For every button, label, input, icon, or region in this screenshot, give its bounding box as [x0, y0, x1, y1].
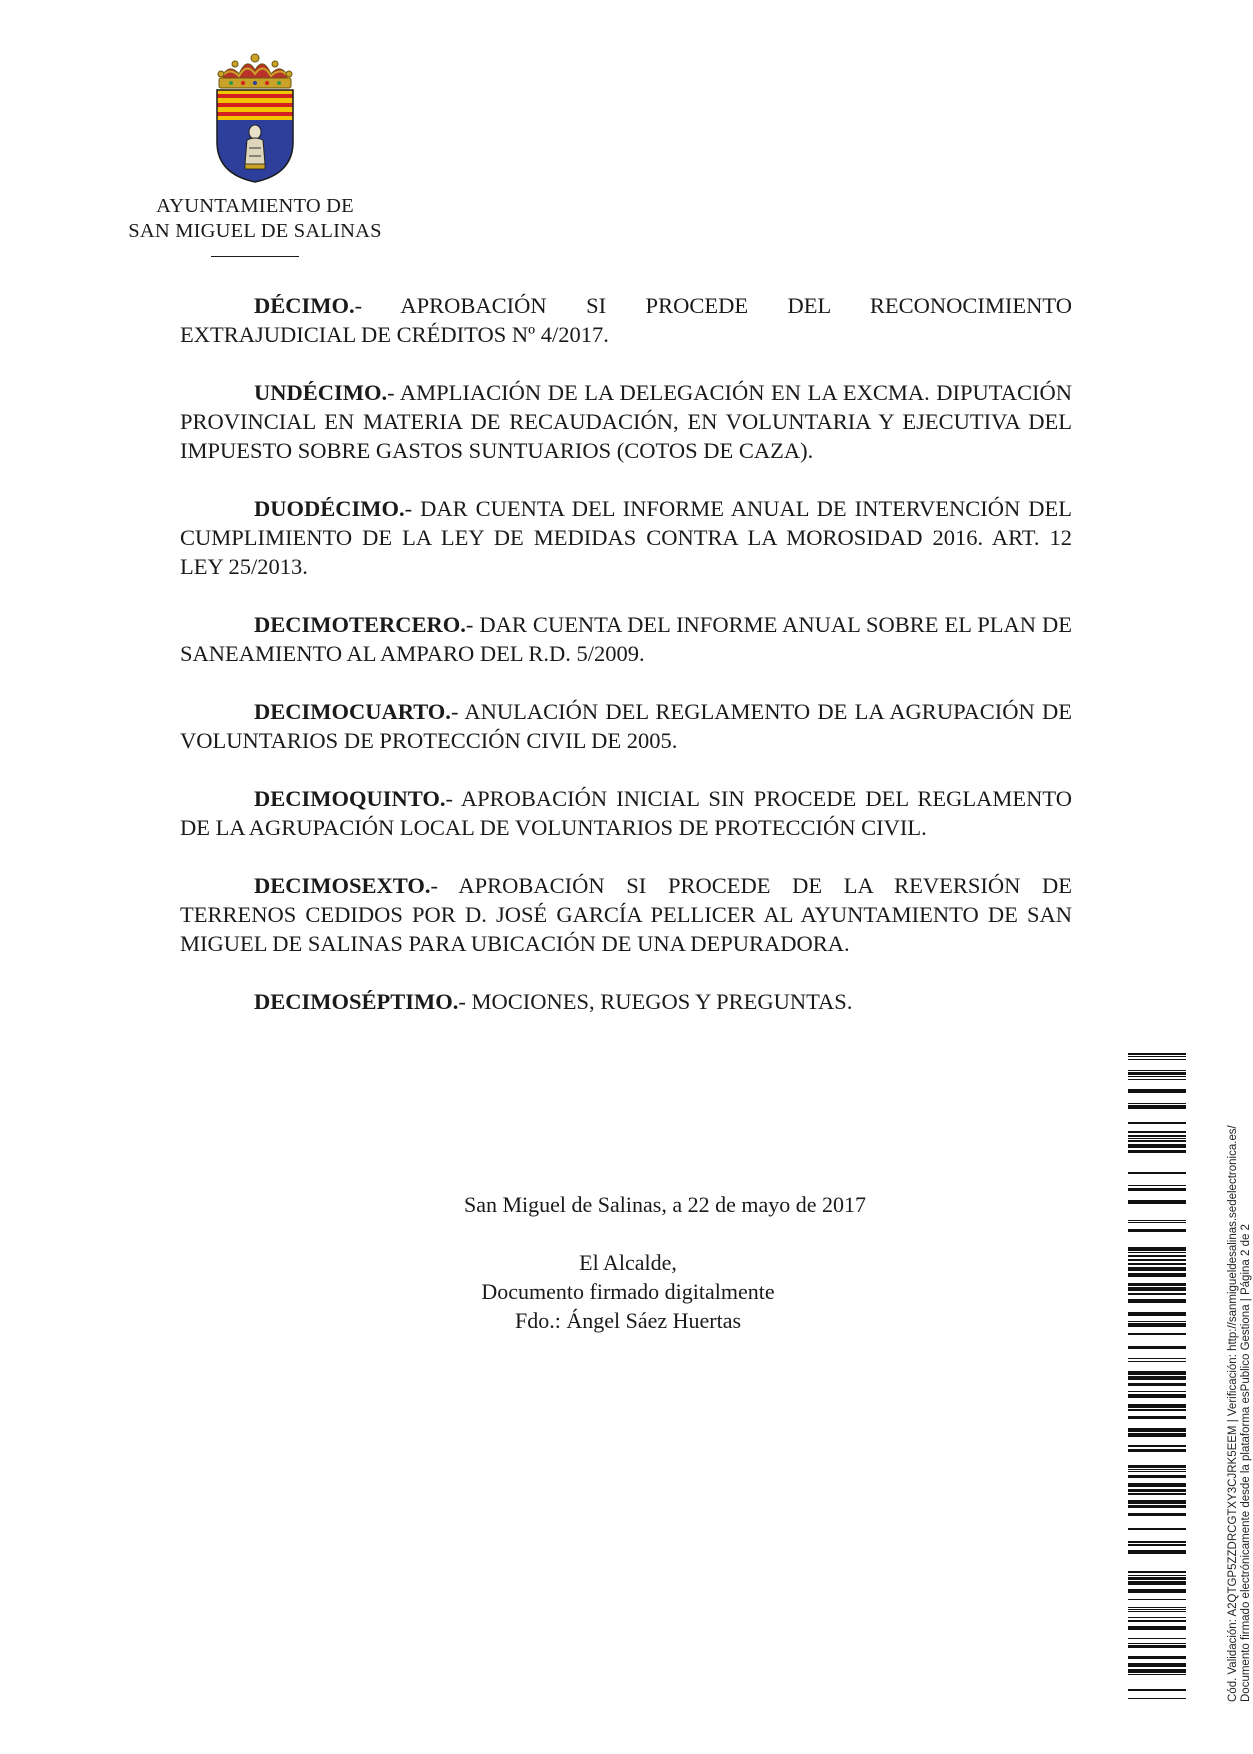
barcode-bar [1128, 1140, 1186, 1142]
agenda-item-decimoseptimo [180, 987, 1072, 1016]
barcode-bar [1128, 1575, 1186, 1576]
agenda-ordinal: DECIMOSEXTO. [254, 873, 431, 898]
barcode-bar [1128, 1541, 1186, 1543]
agenda-text: - APROBACIÓN SI PROCEDE DE LA REVERSIÓN DE TERRENOS CEDIDOS POR D. JOSÉ GARCÍA PELLICER AL AYUNTAMIENTO DE SAN MIGUEL DE SALINAS PARA UBICACIÓN DE UNA DEPURADORA. [180, 873, 1072, 956]
barcode-bar [1128, 1445, 1186, 1447]
barcode-bar [1128, 1293, 1186, 1295]
barcode-bar [1128, 1500, 1186, 1504]
barcode-bar [1128, 1333, 1186, 1335]
crown-icon [218, 54, 292, 88]
agenda-ordinal: DECIMOTERCERO. [254, 612, 466, 637]
barcode-bar [1128, 1428, 1186, 1432]
barcode-bar [1128, 1544, 1186, 1546]
barcode-bar [1128, 1220, 1186, 1221]
barcode-bar [1128, 1252, 1186, 1253]
barcode-bar [1128, 1105, 1186, 1109]
barcode-bar [1128, 1131, 1186, 1133]
agenda-item-decimocuarto [180, 697, 1072, 755]
verification-text [1227, 1042, 1253, 1702]
barcode-bar [1128, 1471, 1186, 1472]
agenda-ordinal: DECIMOCUARTO. [254, 699, 451, 724]
barcode-bar [1128, 1416, 1186, 1419]
barcode-bar [1128, 1483, 1186, 1487]
barcode-bar [1128, 1072, 1186, 1075]
barcode-bar [1128, 1465, 1186, 1468]
barcode-bar [1128, 1287, 1186, 1291]
signature-block [180, 1190, 1072, 1335]
barcode-bar [1128, 1383, 1186, 1386]
barcode-bar [1128, 1172, 1186, 1174]
barcode-bar [1128, 1550, 1186, 1554]
agenda-ordinal: DÉCIMO. [254, 293, 355, 318]
barcode-bar [1128, 1620, 1186, 1622]
barcode-bar [1128, 1589, 1186, 1593]
barcode-bar [1128, 1449, 1186, 1452]
barcode-bar [1128, 1656, 1186, 1659]
barcode-bar [1128, 1255, 1186, 1257]
agenda-item-duodecimo [180, 494, 1072, 581]
verification-line-1: Cód. Validación: A2QTGP5ZZDRCGTXY3CJRK5EEM | Verificación: http://sanmigueldesalinas.sedelectronica.es/ [1227, 1125, 1239, 1702]
barcode-bar [1128, 1283, 1186, 1286]
agenda-text: - MOCIONES, RUEGOS Y PREGUNTAS. [458, 989, 853, 1014]
agenda-item-decimo [180, 291, 1072, 349]
letterhead [100, 52, 410, 257]
agenda-ordinal: DUODÉCIMO. [254, 496, 405, 521]
barcode-bar [1128, 1669, 1186, 1673]
agenda-item-undecimo [180, 378, 1072, 465]
agenda-item-decimotercero [180, 610, 1072, 668]
barcode-bar [1128, 1273, 1186, 1277]
agenda-text: - AMPLIACIÓN DE LA DELEGACIÓN EN LA EXCMA. DIPUTACIÓN PROVINCIAL EN MATERIA DE RECAUDACIÓN, EN VOLUNTARIA Y EJECUTIVA DEL IMPUESTO SOBRE GASTOS SUNTUARIOS (COTOS DE CAZA). [180, 380, 1072, 463]
barcode-bar [1128, 1361, 1186, 1362]
agenda-item-decimoquinto [180, 784, 1072, 842]
barcode-bar [1128, 1070, 1186, 1071]
barcode-bar [1128, 1571, 1186, 1573]
agenda-ordinal: UNDÉCIMO. [254, 380, 388, 405]
barcode-bar [1128, 1674, 1186, 1675]
verification-barcode [1128, 1053, 1186, 1699]
signer-role: El Alcalde, [579, 1250, 677, 1275]
agenda-item-decimosexto [180, 871, 1072, 958]
agenda-text: - ANULACIÓN DEL REGLAMENTO DE LA AGRUPACIÓN DE VOLUNTARIOS DE PROTECCIÓN CIVIL DE 2005. [180, 699, 1072, 753]
barcode-bar [1128, 1138, 1186, 1139]
barcode-bar [1128, 1079, 1186, 1080]
place-date: San Miguel de Salinas, a 22 de mayo de 2017 [463, 1192, 867, 1217]
signer-name: Fdo.: Ángel Sáez Huertas [514, 1308, 742, 1333]
barcode-bar [1128, 1698, 1186, 1699]
agenda-text: - DAR CUENTA DEL INFORME ANUAL DE INTERVENCIÓN DEL CUMPLIMIENTO DE LA LEY DE MEDIDAS CONTRA LA MOROSIDAD 2016. ART. 12 LEY 25/2013. [180, 496, 1072, 579]
barcode-bar [1128, 1391, 1186, 1392]
barcode-bar [1128, 1267, 1186, 1271]
barcode-bar [1128, 1089, 1186, 1093]
barcode-bar [1128, 1528, 1186, 1530]
barcode-bar [1128, 1577, 1186, 1580]
agenda-list [180, 291, 1072, 1045]
barcode-bar [1128, 1599, 1186, 1600]
coat-of-arms-logo [209, 52, 301, 184]
barcode-bar [1128, 1188, 1186, 1191]
digital-signature-note: Documento firmado digitalmente [481, 1279, 775, 1304]
barcode-bar [1128, 1299, 1186, 1303]
barcode-bar [1128, 1645, 1186, 1648]
barcode-bar [1128, 1611, 1186, 1612]
agenda-text: - APROBACIÓN SI PROCEDE DEL RECONOCIMIENTO EXTRAJUDICIAL DE CRÉDITOS Nº 4/2017. [180, 293, 1072, 347]
agenda-ordinal: DECIMOQUINTO. [254, 786, 446, 811]
barcode-bar [1128, 1259, 1186, 1261]
barcode-bar [1128, 1609, 1186, 1610]
verification-line-2: Documento firmado electrónicamente desde la plataforma esPublico Gestiona | Página 2 de 2 [1240, 1224, 1252, 1702]
barcode-bar [1128, 1581, 1186, 1585]
barcode-bar [1128, 1312, 1186, 1316]
barcode-bar [1128, 1144, 1186, 1148]
barcode-bar [1128, 1689, 1186, 1691]
barcode-bar [1128, 1135, 1186, 1137]
barcode-bar [1128, 1346, 1186, 1349]
barcode-bar [1128, 1222, 1186, 1223]
barcode-bar [1128, 1409, 1186, 1411]
barcode-bar [1128, 1607, 1186, 1608]
barcode-bar [1128, 1323, 1186, 1327]
barcode-bar [1128, 1505, 1186, 1508]
barcode-bar [1128, 1056, 1186, 1057]
barcode-bar [1128, 1185, 1186, 1186]
barcode-bar [1128, 1404, 1186, 1408]
barcode-bar [1128, 1103, 1186, 1104]
barcode-bar [1128, 1493, 1186, 1495]
barcode-bar [1128, 1371, 1186, 1375]
barcode-bar [1128, 1617, 1186, 1618]
agenda-text: - APROBACIÓN INICIAL SIN PROCEDE DEL REGLAMENTO DE LA AGRUPACIÓN LOCAL DE VOLUNTARIOS DE PROTECCIÓN CIVIL. [180, 786, 1072, 840]
barcode-bar [1128, 1263, 1186, 1265]
barcode-bar [1128, 1358, 1186, 1359]
header-divider [211, 256, 299, 257]
barcode-bar [1128, 1475, 1186, 1478]
barcode-bar [1128, 1122, 1186, 1124]
barcode-bar [1128, 1150, 1186, 1153]
barcode-bar [1128, 1643, 1186, 1644]
agenda-text: - DAR CUENTA DEL INFORME ANUAL SOBRE EL PLAN DE SANEAMIENTO AL AMPARO DEL R.D. 5/2009. [180, 612, 1072, 666]
barcode-bar [1128, 1513, 1186, 1516]
municipality-name-line2: SAN MIGUEL DE SALINAS [128, 220, 382, 242]
barcode-bar [1128, 1626, 1186, 1630]
barcode-bar [1128, 1376, 1186, 1380]
barcode-bar [1128, 1076, 1186, 1077]
agenda-ordinal: DECIMOSÉPTIMO. [254, 989, 459, 1014]
barcode-bar [1128, 1200, 1186, 1204]
barcode-bar [1128, 1469, 1186, 1470]
barcode-bar [1128, 1638, 1186, 1639]
barcode-bar [1128, 1247, 1186, 1251]
barcode-bar [1128, 1059, 1186, 1060]
barcode-bar [1128, 1053, 1186, 1055]
barcode-bar [1128, 1321, 1186, 1322]
barcode-bar [1128, 1663, 1186, 1667]
barcode-bar [1128, 1229, 1186, 1232]
barcode-bar [1128, 1433, 1186, 1437]
barcode-bar [1128, 1394, 1186, 1398]
municipality-name-line1: AYUNTAMIENTO DE [156, 195, 354, 217]
barcode-bar [1128, 1489, 1186, 1492]
